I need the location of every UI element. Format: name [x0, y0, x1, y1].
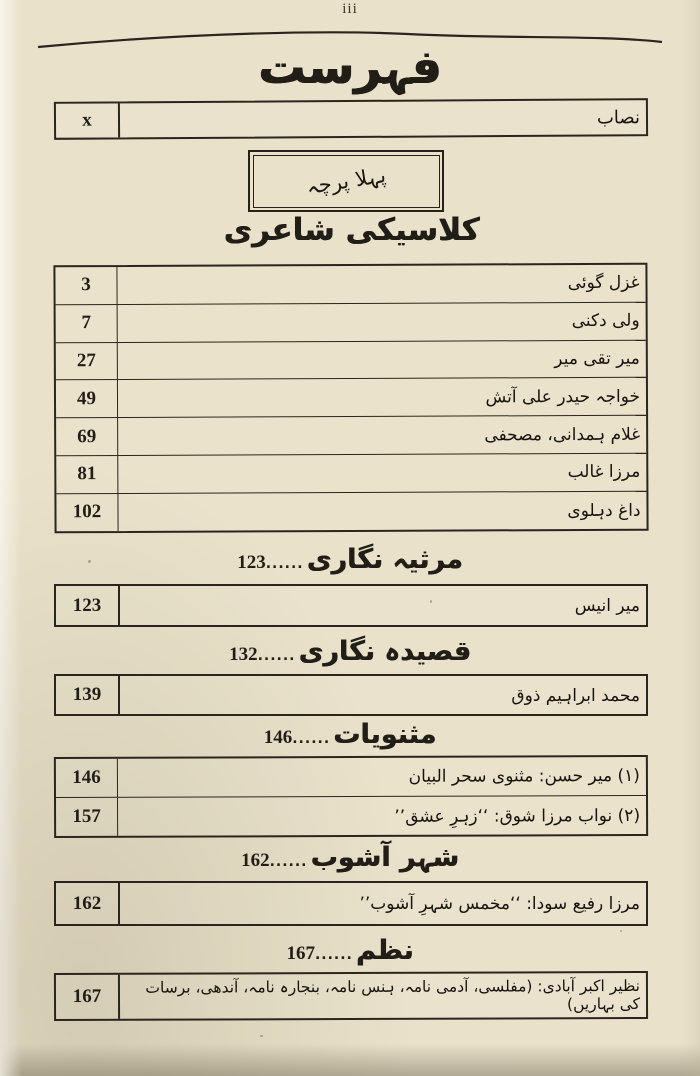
paper-badge-label: پہلا پرچہ — [304, 162, 388, 200]
page-number-cell: 139 — [56, 676, 120, 714]
toc-table-classical-poetry — [53, 263, 648, 533]
scan-speckle — [260, 1035, 263, 1037]
section-heading-qasida — [0, 636, 700, 667]
section-title: مثنویات — [333, 719, 437, 750]
page-number-cell: 162 — [56, 883, 120, 924]
section-page-ref: 146 — [263, 727, 293, 748]
entry-title-cell: خواجہ حیدر علی آتش — [485, 387, 641, 408]
page-number-cell: 146 — [56, 759, 118, 797]
leader-dots: ...... — [265, 556, 304, 572]
toc-row — [56, 454, 646, 494]
leader-dots: ...... — [269, 854, 308, 870]
entry-title-cell: مرزا غالب — [567, 462, 641, 483]
toc-row — [56, 796, 646, 836]
section-heading-nazm — [0, 935, 700, 966]
page-number-cell: 81 — [56, 456, 118, 493]
entry-title-cell: میر انیس — [574, 595, 640, 616]
page-number-cell: 157 — [56, 798, 118, 836]
entry-title-cell: نصاب — [596, 106, 641, 128]
leader-dots: ...... — [292, 731, 331, 747]
section-title: نظم — [355, 935, 414, 966]
paper-badge-box — [248, 150, 444, 212]
entry-title-cell: نظیر اکبر آبادی: (مفلسی، آدمی نامہ، ہنس نامہ، بنجارہ نامہ، آندھی، برسات کی بہاریں) — [145, 976, 641, 1014]
section-heading-masnaviyat — [0, 719, 700, 750]
entry-title-cell: (۲) نواب مرزا شوق: ‘‘زہرِ عشق’’ — [394, 805, 641, 827]
section-heading-classical-poetry — [0, 213, 700, 249]
toc-row — [56, 491, 646, 530]
toc-row — [54, 584, 648, 627]
page-number-cell: 123 — [56, 586, 120, 625]
entry-title-cell: غلام ہمدانی، مصحفی — [484, 424, 641, 446]
page-number-cell: 167 — [56, 975, 120, 1019]
toc-row — [56, 378, 646, 418]
scan-speckle — [88, 560, 91, 563]
section-title: قصیدہ نگاری — [298, 636, 471, 667]
section-heading-marsiya — [0, 544, 700, 575]
scan-speckle — [430, 600, 432, 603]
entry-title-cell: میر تقی میر — [554, 348, 640, 370]
toc-row — [55, 265, 645, 305]
page-number-cell: 49 — [56, 380, 118, 417]
section-heading-shehr-ashob — [0, 842, 700, 873]
entry-title-cell: ولی دکنی — [571, 310, 640, 332]
toc-row — [56, 303, 646, 343]
folio-number: iii — [342, 1, 358, 17]
page-number-cell: 7 — [56, 305, 118, 342]
toc-table-masnaviyat — [54, 755, 648, 838]
section-title: مرثیہ نگاری — [306, 544, 463, 575]
entry-title-cell: (۱) میر حسن: مثنوی سحر البیان — [408, 765, 640, 787]
section-page-ref: 162 — [241, 850, 270, 871]
toc-row-nisab — [54, 98, 648, 140]
entry-title-cell: مرزا رفیع سودا: ‘‘مخمس شہرِ آشوب’’ — [359, 894, 640, 914]
toc-row — [54, 881, 648, 926]
section-page-ref: 167 — [286, 943, 315, 964]
page-title: فہرست — [258, 40, 442, 95]
entry-title-cell: غزل گوئی — [567, 273, 640, 294]
toc-row — [54, 971, 648, 1021]
paper-badge-inner-border — [253, 155, 440, 208]
entry-title-cell: داغ دہلوی — [567, 500, 641, 521]
section-page-ref: 132 — [229, 644, 258, 665]
page-number-cell: 102 — [56, 494, 118, 531]
entry-title-cell: محمد ابراہیم ذوق — [511, 685, 640, 706]
section-page-ref: 123 — [237, 552, 266, 573]
page-number-cell: x — [56, 103, 120, 137]
section-title: کلاسیکی شاعری — [223, 212, 480, 248]
leader-dots: ...... — [314, 947, 353, 963]
page-number-cell: 69 — [56, 418, 118, 455]
toc-row — [56, 340, 646, 380]
toc-row — [56, 757, 646, 798]
page-number-cell: 3 — [55, 267, 117, 304]
page-number-cell: 27 — [56, 343, 118, 380]
section-title: شہر آشوب — [310, 842, 459, 873]
scan-speckle — [620, 930, 622, 932]
leader-dots: ...... — [257, 648, 296, 664]
toc-row — [56, 416, 646, 456]
toc-row — [54, 674, 648, 716]
